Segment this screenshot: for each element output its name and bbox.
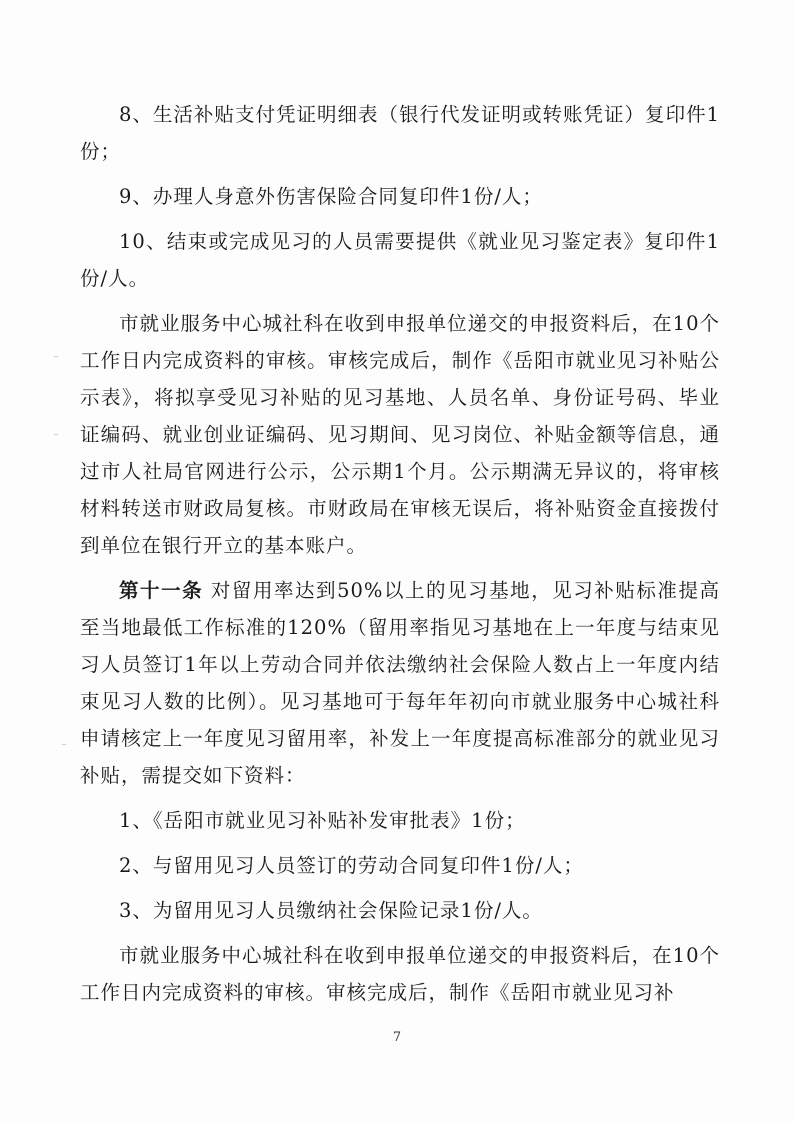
list-item-8: 8、生活补贴支付凭证明细表（银行代发证明或转账凭证）复印件1份；	[80, 103, 720, 163]
list-item-9: 9、办理人身意外伤害保险合同复印件1份/人；	[119, 185, 543, 208]
article-text: 对留用率达到50%以上的见习基地，见习补贴标准提高至当地最低工作标准的120%（留用率指见习基地在上一年度与结束见习人员签订1年以上劳动合同并依法缴纳社会保险人数占上一年度内结束见习人数的比例）。见习基地可于每年年初向市就业服务中心城社科申请核定上一年度见习留用率，补发上一年度提高标准部分的就业见习补贴，需提交如下资料：	[80, 579, 720, 787]
document-body	[80, 96, 720, 1011]
article-number: 第十一条	[119, 579, 204, 602]
list-item-10: 10、结束或完成见习的人员需要提供《就业见习鉴定表》复印件1份/人。	[80, 230, 720, 290]
sub-list-item-1: 1、《岳阳市就业见习补贴补发审批表》1份；	[119, 809, 526, 832]
scan-speck	[62, 744, 66, 745]
article-11-paragraph	[80, 572, 720, 794]
review-paragraph: 市就业服务中心城社科在收到申报单位递交的申报资料后，在10个工作日内完成资料的审核。审核完成后，制作《岳阳市就业见习补贴公示表》，将拟享受见习补贴的见习基地、人员名单、身份证号码、毕业证编码、就业创业证编码、见习期间、见习岗位、补贴金额等信息，通过市人社局官网进行公示，公示期1个月。公示期满无异议的，将审核材料转送市财政局复核。市财政局在审核无误后，将补贴资金直接拨付到单位在银行开立的基本账户。	[80, 312, 720, 557]
scan-speck	[54, 434, 58, 435]
review-paragraph-2: 市就业服务中心城社科在收到申报单位递交的申报资料后，在10个工作日内完成资料的审核。审核完成后，制作《岳阳市就业见习补	[80, 944, 720, 1004]
scan-speck	[54, 356, 58, 357]
sub-list-item-2: 2、与留用见习人员签订的劳动合同复印件1份/人；	[119, 854, 584, 877]
page-number: 7	[392, 1030, 402, 1045]
sub-list-item-3: 3、为留用见习人员缴纳社会保险记录1份/人。	[119, 899, 543, 922]
